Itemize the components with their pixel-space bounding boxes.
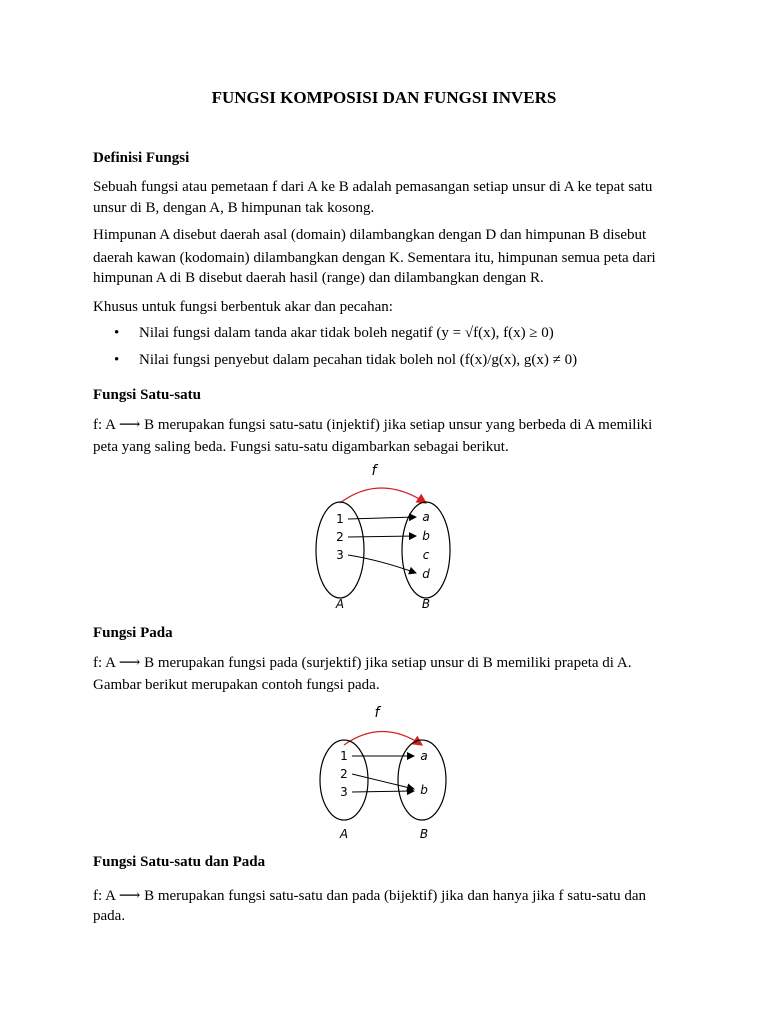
domain-item: 1	[336, 512, 344, 526]
set-a-label: A	[339, 827, 349, 841]
paragraph-line: Khusus untuk fungsi berbentuk akar dan pecahan:	[93, 299, 393, 315]
domain-item: 3	[336, 548, 344, 562]
heading-fungsi-bijektif: Fungsi Satu-satu dan Pada	[93, 854, 266, 870]
set-a-label: A	[335, 597, 345, 611]
mapping-arrow	[348, 555, 416, 573]
paragraph-line: himpunan A di B disebut daerah hasil (range) dan dilambangkan dengan R.	[93, 270, 544, 286]
domain-item: 3	[340, 785, 348, 799]
bullet-item-akar: Nilai fungsi dalam tanda akar tidak boleh negatif (y = √f(x), f(x) ≥ 0)	[139, 325, 554, 341]
mapping-arrow	[348, 536, 416, 537]
paragraph-line: pada.	[93, 908, 126, 924]
bullet-marker: •	[114, 325, 120, 341]
paragraph-line: f: A ⟶ B merupakan fungsi pada (surjektif) jika setiap unsur di B memiliki prapeta di A.	[93, 655, 632, 671]
mapping-arrow	[352, 791, 414, 792]
domain-item: 1	[340, 749, 348, 763]
page-title: FUNGSI KOMPOSISI DAN FUNGSI INVERS	[211, 88, 557, 107]
diagram-injektif	[300, 455, 470, 615]
diagram-f-label: f	[374, 705, 380, 721]
codomain-item: b	[420, 783, 428, 797]
paragraph-line: Sebuah fungsi atau pemetaan f dari A ke B adalah pemasangan setiap unsur di A ke tepat satu	[93, 179, 653, 195]
bullet-marker: •	[114, 352, 120, 368]
mapping-arrow-red	[344, 732, 422, 746]
paragraph-line: unsur di B, dengan A, B himpunan tak kosong.	[93, 200, 375, 216]
bullet-item-pecahan: Nilai fungsi penyebut dalam pecahan tidak boleh nol (f(x)/g(x), g(x) ≠ 0)	[139, 352, 578, 368]
heading-fungsi-pada: Fungsi Pada	[93, 625, 173, 641]
codomain-item: c	[422, 548, 430, 562]
mapping-arrow	[352, 774, 414, 789]
diagram-surjektif	[300, 700, 470, 845]
codomain-item: b	[422, 529, 430, 543]
paragraph-line: f: A ⟶ B merupakan fungsi satu-satu dan pada (bijektif) jika dan hanya jika f satu-satu dan	[93, 888, 647, 904]
diagram-f-label: f	[371, 463, 377, 479]
domain-item: 2	[336, 530, 344, 544]
paragraph-line: Gambar berikut merupakan contoh fungsi pada.	[93, 677, 380, 693]
paragraph-line: daerah kawan (kodomain) dilambangkan dengan K. Sementara itu, himpunan semua peta dari	[93, 250, 656, 266]
codomain-item: a	[420, 749, 428, 763]
paragraph-line: f: A ⟶ B merupakan fungsi satu-satu (injektif) jika setiap unsur yang berbeda di A memiliki	[93, 417, 653, 433]
paragraph-line: peta yang saling beda. Fungsi satu-satu digambarkan sebagai berikut.	[93, 439, 509, 455]
codomain-item: d	[422, 567, 430, 581]
set-b-label: B	[421, 597, 431, 611]
domain-item: 2	[340, 767, 348, 781]
mapping-arrow-red	[340, 488, 426, 503]
paragraph-line: Himpunan A disebut daerah asal (domain) dilambangkan dengan D dan himpunan B disebut	[93, 227, 647, 243]
heading-fungsi-satu-satu: Fungsi Satu-satu	[93, 387, 201, 403]
codomain-item: a	[422, 510, 430, 524]
heading-definisi-fungsi: Definisi Fungsi	[93, 150, 190, 166]
set-b-label: B	[419, 827, 429, 841]
